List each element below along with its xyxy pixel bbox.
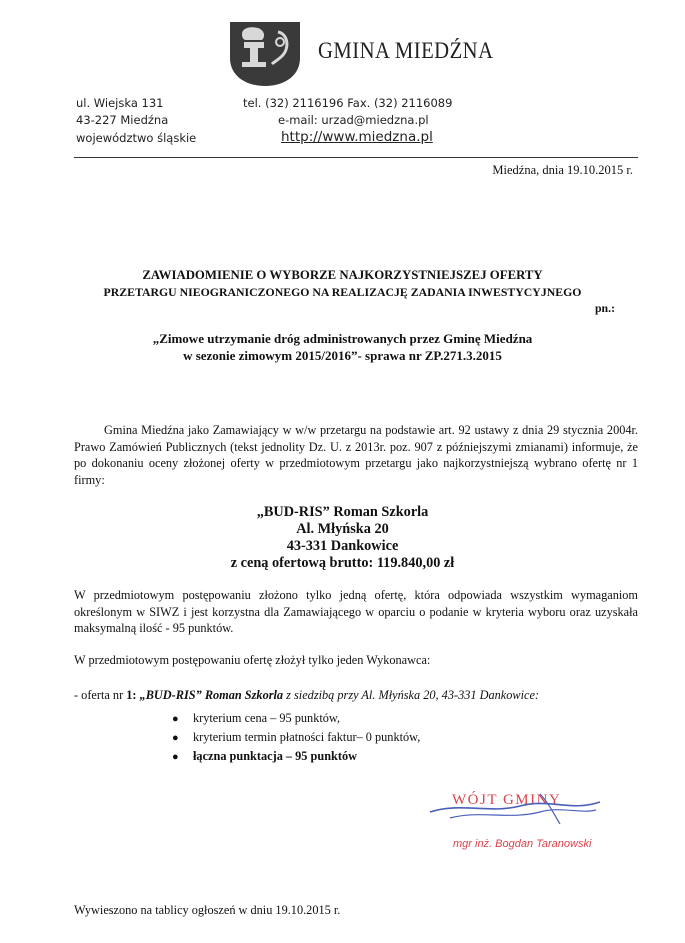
signature-name: mgr inż. Bogdan Taranowski (453, 838, 592, 850)
offer-rest: z siedzibą przy Al. Młyńska 20, 43-331 Dankowice: (283, 688, 540, 702)
title-line2: PRZETARGU NIEOGRANICZONEGO NA REALIZACJĘ ZADANIA INWESTYCYJNEGO (103, 285, 582, 299)
phone-fax: tel. (32) 2116196 Fax. (32) 2116089 (243, 96, 453, 110)
offer-number: 1: (126, 688, 140, 702)
bullet-icon: ● (172, 751, 179, 763)
criteria-item-price: kryterium cena – 95 punktów, (193, 711, 341, 725)
address-street: ul. Wiejska 131 (76, 96, 164, 110)
criteria-item-total: łączna punktacja – 95 punktów (193, 749, 357, 763)
gmina-name: GMINA MIEDŹNA (318, 38, 494, 63)
title-line1: ZAWIADOMIENIE O WYBORZE NAJKORZYSTNIEJSZEJ OFERTY (142, 268, 543, 282)
coat-of-arms-logo (228, 20, 302, 88)
offer-prefix: - oferta nr (74, 688, 127, 702)
paragraph-bidders: W przedmiotowym postępowaniu ofertę złożył tylko jeden Wykonawca: (74, 653, 431, 667)
footer-note: Wywieszono na tablicy ogłoszeń w dniu 19.10.2015 r. (74, 903, 341, 917)
address-region: województwo śląskie (76, 131, 197, 145)
website-link[interactable]: http://www.miedzna.pl (281, 129, 433, 145)
title-line3: pn.: (595, 301, 615, 315)
offer-firm: „BUD-RIS” Roman Szkorla (139, 688, 284, 702)
header-divider (74, 157, 638, 158)
firm-city: 43-331 Dankowice (286, 538, 399, 554)
bullet-icon: ● (172, 732, 179, 744)
signature-stamp: WÓJT GMINY (452, 792, 562, 808)
bullet-icon: ● (172, 713, 179, 725)
offer-line (74, 688, 539, 703)
subject-line2: w sezonie zimowym 2015/2016”- sprawa nr ZP.271.3.2015 (183, 348, 502, 363)
firm-street: Al. Młyńska 20 (296, 521, 389, 537)
subject-line1: „Zimowe utrzymanie dróg administrowanych przez Gminę Miedźna (152, 331, 533, 346)
signature-scribble-icon (420, 784, 610, 834)
date-line: Miedźna, dnia 19.10.2015 r. (492, 163, 633, 177)
paragraph-intro: Gmina Miedźna jako Zamawiający w w/w przetargu na podstawie art. 92 ustawy z dnia 29 stycznia 2004r. Prawo Zamówień Publicznych (tekst jednolity Dz. U. z 2013r. poz. 907 z późniejszymi zmianami) informuje, że po dokonaniu oceny złożonej oferty w przedmiotowym przetargu jako najkorzystniejszą wybrano ofertę nr 1 firmy: (74, 423, 638, 487)
address-city: 43-227 Miedźna (76, 113, 169, 127)
paragraph-evaluation: W przedmiotowym postępowaniu złożono tylko jedną ofertę, która odpowiada wszystkim wymaganiom określonym w SIWZ i jest korzystna dla Zamawiającego w oparciu o podanie w kryteria wyboru oraz uzyskała maksymalną ilość - 95 punktów. (74, 588, 638, 635)
email: e-mail: urzad@miedzna.pl (278, 113, 429, 127)
criteria-item-payment: kryterium termin płatności faktur– 0 punktów, (193, 730, 421, 744)
firm-name: „BUD-RIS” Roman Szkorla (256, 504, 429, 520)
firm-price: z ceną ofertową brutto: 119.840,00 zł (230, 555, 455, 571)
